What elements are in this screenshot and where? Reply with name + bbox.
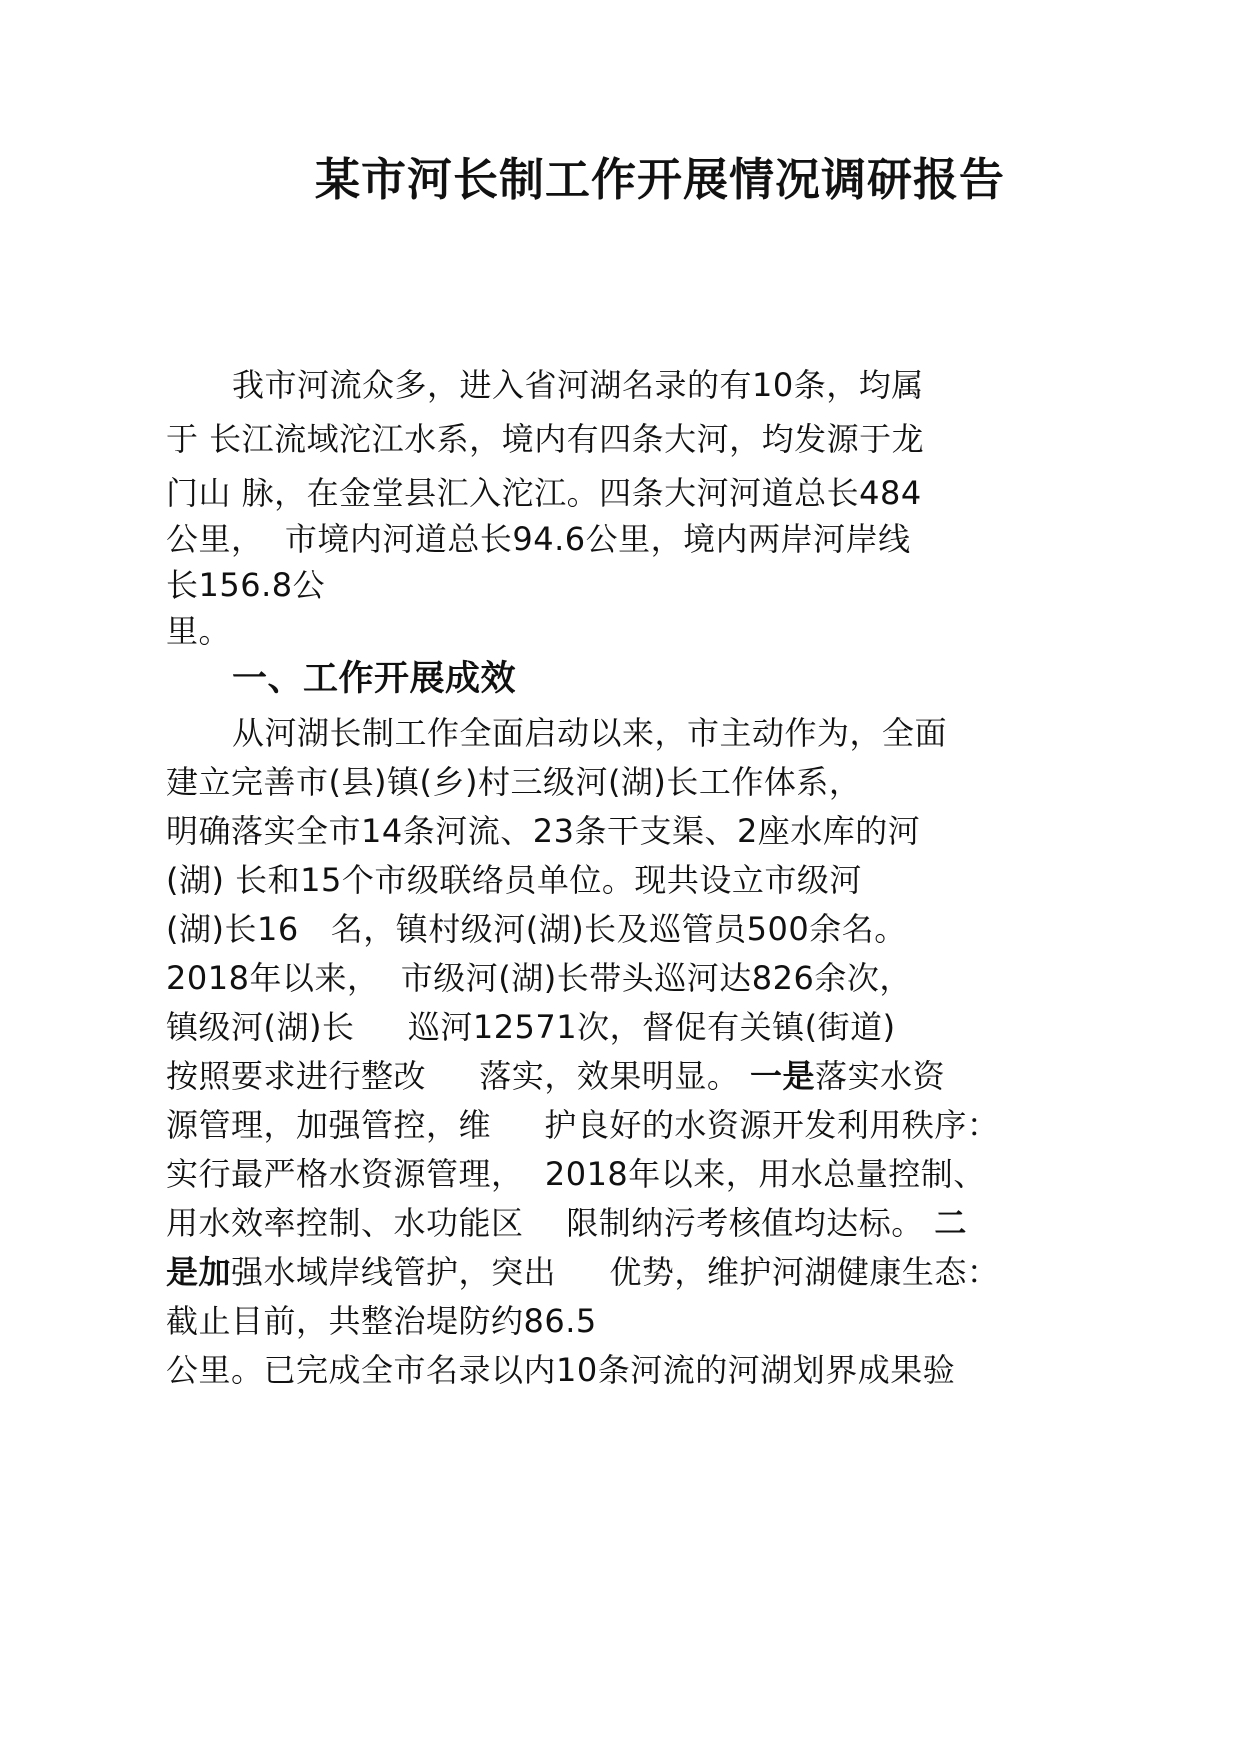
paragraph-line xyxy=(166,1056,945,1096)
paragraph-line: 里。 xyxy=(166,612,232,650)
paragraph-line: 公里。已完成全市名录以内10条河流的河湖划界成果验 xyxy=(166,1351,956,1389)
line-text: 强水域岸线管护，突出 优势，维护河湖健康生态： xyxy=(231,1253,1000,1291)
paragraph-line: 截止目前，共整治堤防约86.5 xyxy=(166,1302,597,1340)
paragraph-line: (湖) 长和15个市级联络员单位。现共设立市级河 xyxy=(166,861,862,899)
paragraph-line: 源管理，加强管控，维 护良好的水资源开发利用秩序： xyxy=(166,1106,1000,1144)
paragraph-line xyxy=(166,1203,967,1243)
paragraph-line: 明确落实全市14条河流、23条干支渠、2座水库的河 xyxy=(166,812,921,850)
emphasis-text: 二 xyxy=(934,1204,967,1242)
line-text: 落实水资 xyxy=(815,1057,946,1095)
section-heading: 一、工作开展成效 xyxy=(232,659,517,699)
paragraph-line: 从河湖长制工作全面启动以来，市主动作为，全面 xyxy=(232,714,948,752)
paragraph-line: 门山 脉，在金堂县汇入沱江。四条大河河道总长484 xyxy=(166,474,922,512)
line-text: 按照要求进行整改 落实，效果明显。 xyxy=(166,1057,751,1095)
paragraph-line: 公里， 市境内河道总长94.6公里，境内两岸河岸线 xyxy=(166,520,911,558)
paragraph-line: 镇级河(湖)长 巡河12571次，督促有关镇(街道) xyxy=(166,1008,896,1046)
page-title: 某市河长制工作开展情况调研报告 xyxy=(314,153,1005,206)
emphasis-text: 是加 xyxy=(166,1253,232,1291)
paragraph-line: 我市河流众多，进入省河湖名录的有10条，均属 xyxy=(232,366,924,404)
line-text: 用水效率控制、水功能区 限制纳污考核值均达标。 xyxy=(166,1204,935,1242)
paragraph-line xyxy=(166,1252,999,1292)
emphasis-text: 一是 xyxy=(750,1057,816,1095)
paragraph-line: 于 长江流域沱江水系，境内有四条大河，均发源于龙 xyxy=(166,420,925,458)
paragraph-line: 长156.8公 xyxy=(166,566,326,604)
paragraph-line: 建立完善市(县)镇(乡)村三级河(湖)长工作体系， xyxy=(166,763,862,801)
paragraph-line: 实行最严格水资源管理， 2018年以来，用水总量控制、 xyxy=(166,1155,986,1193)
paragraph-line: (湖)长16 名，镇村级河(湖)长及巡管员500余名。 xyxy=(166,910,907,948)
paragraph-line: 2018年以来， 市级河(湖)长带头巡河达826余次， xyxy=(166,959,912,997)
